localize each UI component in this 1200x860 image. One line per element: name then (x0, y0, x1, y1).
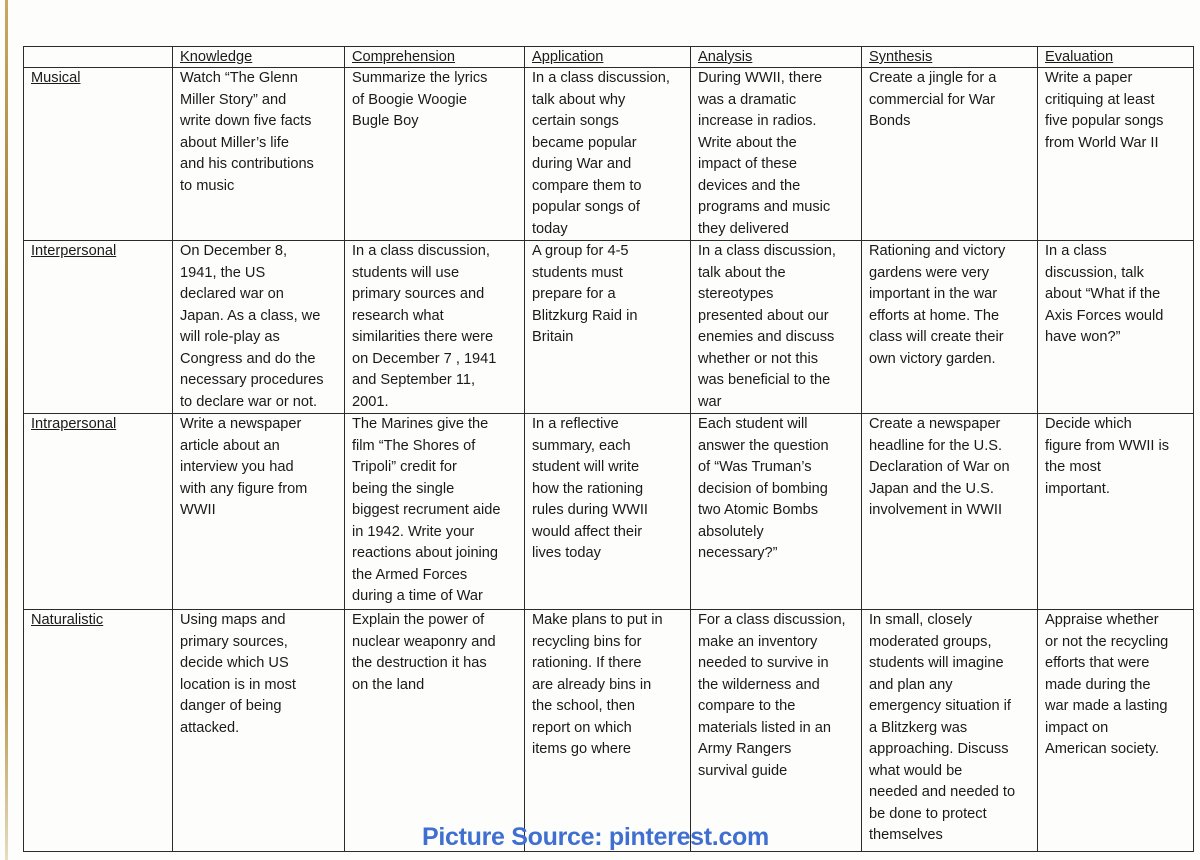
table-cell: Write a paper critiquing at least five popular songs from World War II (1038, 68, 1194, 241)
column-header-comprehension: Comprehension (345, 47, 525, 68)
table-cell: The Marines give the film “The Shores of Tripoli” credit for being the single biggest recrument aide in 1942. Write your reactions about joining the Armed Forces during a time of War (345, 414, 525, 610)
table-cell: For a class discussion, make an inventory needed to survive in the wilderness and compare to the materials listed in an Army Rangers survival guide (691, 610, 862, 852)
table-cell: Each student will answer the question of “Was Truman’s decision of bombing two Atomic Bombs absolutely necessary?” (691, 414, 862, 610)
table-cell: A group for 4-5 students must prepare for a Blitzkurg Raid in Britain (525, 241, 691, 414)
table-cell: Make plans to put in recycling bins for rationing. If there are already bins in the school, then report on which items go where (525, 610, 691, 852)
table-cell: During WWII, there was a dramatic increase in radios. Write about the impact of these devices and the programs and music they delivered (691, 68, 862, 241)
table-cell: In a class discussion, talk about why certain songs became popular during War and compare them to popular songs of today (525, 68, 691, 241)
table-cell: Using maps and primary sources, decide which US location is in most danger of being attacked. (173, 610, 345, 852)
row-header-naturalistic: Naturalistic (24, 610, 173, 852)
table-cell: Decide which figure from WWII is the most important. (1038, 414, 1194, 610)
column-header-analysis: Analysis (691, 47, 862, 68)
column-header-evaluation: Evaluation (1038, 47, 1194, 68)
table-cell: Appraise whether or not the recycling efforts that were made during the war made a lasting impact on American society. (1038, 610, 1194, 852)
corner-cell (24, 47, 173, 68)
table-row-interpersonal (24, 241, 1194, 414)
lesson-matrix-table (23, 46, 1194, 852)
scan-edge (5, 0, 8, 860)
table-cell: Create a jingle for a commercial for War Bonds (862, 68, 1038, 241)
table-cell: In a class discussion, talk about the stereotypes presented about our enemies and discuss whether or not this was beneficial to the war (691, 241, 862, 414)
column-header-synthesis: Synthesis (862, 47, 1038, 68)
table-row-intrapersonal (24, 414, 1194, 610)
table-cell: Rationing and victory gardens were very important in the war efforts at home. The class will create their own victory garden. (862, 241, 1038, 414)
table-cell: Summarize the lyrics of Boogie Woogie Bugle Boy (345, 68, 525, 241)
row-header-intrapersonal: Intrapersonal (24, 414, 173, 610)
column-header-knowledge: Knowledge (173, 47, 345, 68)
row-header-interpersonal: Interpersonal (24, 241, 173, 414)
table-cell: In small, closely moderated groups, students will imagine and plan any emergency situation if a Blitzkerg was approaching. Discuss what would be needed and needed to be done to protect themselves (862, 610, 1038, 852)
table-cell: Explain the power of nuclear weaponry and the destruction it has on the land (345, 610, 525, 852)
table-cell: Write a newspaper article about an interview you had with any figure from WWII (173, 414, 345, 610)
column-header-application: Application (525, 47, 691, 68)
table-cell: In a class discussion, students will use primary sources and research what similarities there were on December 7 , 1941 and September 11, 2001. (345, 241, 525, 414)
picture-source-watermark: Picture Source: pinterest.com (422, 823, 769, 851)
row-header-musical: Musical (24, 68, 173, 241)
table-cell: Create a newspaper headline for the U.S. Declaration of War on Japan and the U.S. involvement in WWII (862, 414, 1038, 610)
table-cell: Watch “The Glenn Miller Story” and write down five facts about Miller’s life and his contributions to music (173, 68, 345, 241)
table-row-musical (24, 68, 1194, 241)
table-cell: On December 8, 1941, the US declared war on Japan. As a class, we will role-play as Congress and do the necessary procedures to declare war or not. (173, 241, 345, 414)
header-row (24, 47, 1194, 68)
table-cell: In a reflective summary, each student will write how the rationing rules during WWII would affect their lives today (525, 414, 691, 610)
table-row-naturalistic (24, 610, 1194, 852)
table-cell: In a class discussion, talk about “What if the Axis Forces would have won?” (1038, 241, 1194, 414)
